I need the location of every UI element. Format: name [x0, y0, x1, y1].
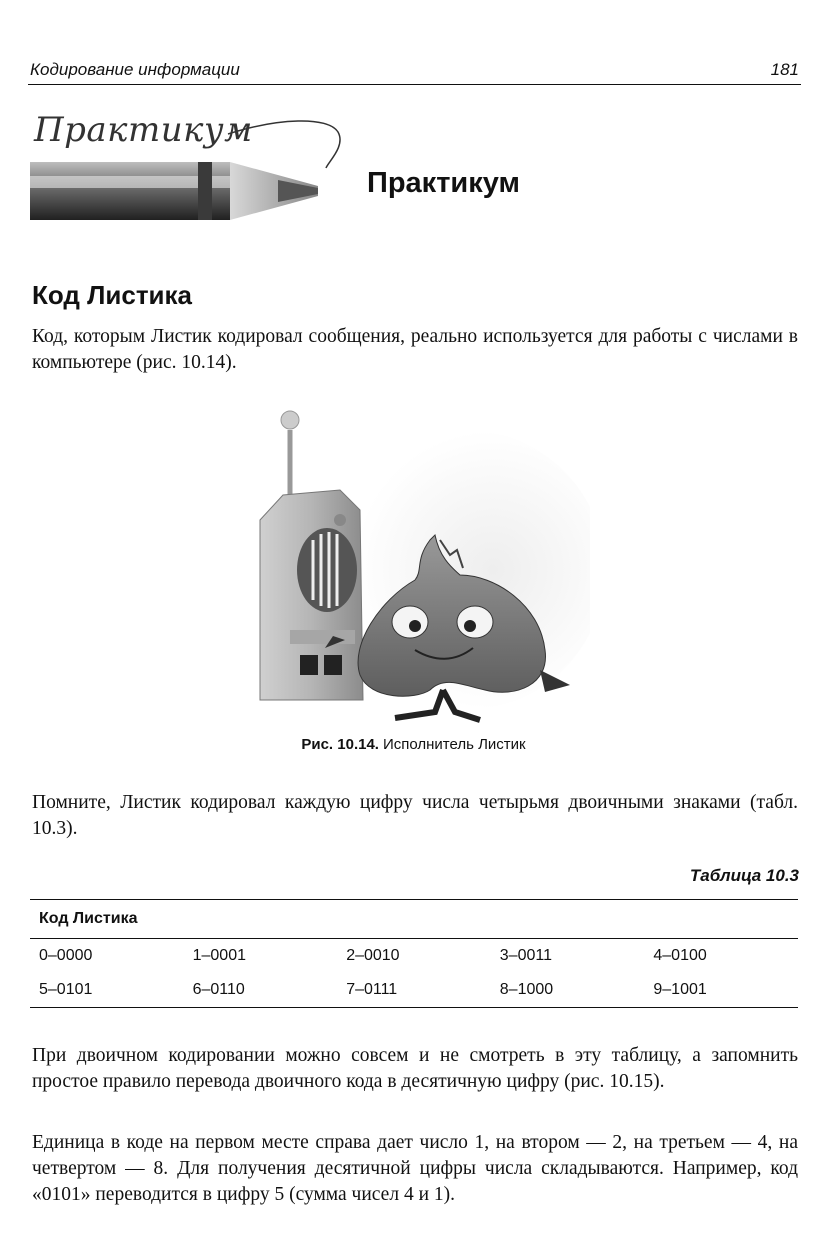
table-cell: 4–0100 — [653, 947, 707, 964]
running-header-title: Кодирование информации — [30, 60, 240, 79]
table-cell: 2–0010 — [346, 947, 400, 964]
table-row — [30, 939, 798, 974]
running-header — [28, 58, 801, 85]
section-heading: Код Листика — [32, 280, 193, 310]
paragraph-remember: Помните, Листик кодировал каждую цифру числа четырьмя двоичными знаками (табл. 10.3). — [32, 792, 798, 839]
paragraph-rule: При двоичном кодировании можно совсем и не смотреть в эту таблицу, а запомнить простое правило перевода двоичного кода в десятичную цифру (рис. 10.15). — [32, 1045, 798, 1092]
table-row — [30, 973, 798, 1008]
paragraph-intro: Код, которым Листик кодировал сообщения, реально используется для работы с числами в компьютере (рис. 10.14). — [32, 326, 798, 373]
table-cell: 1–0001 — [192, 947, 246, 964]
table-cell: 3–0011 — [499, 947, 552, 964]
chapter-heading: Практикум — [367, 167, 520, 199]
figure-listik — [245, 400, 590, 730]
page-number: 181 — [770, 60, 799, 79]
table-cell: 6–0110 — [184, 973, 338, 1008]
table-cell: 8–1000 — [491, 973, 645, 1008]
table-caption: Таблица 10.3 — [689, 866, 799, 885]
figure-caption-text: Исполнитель Листик — [382, 736, 526, 753]
table-cell: 9–1001 — [644, 973, 798, 1008]
table-header: Код Листика — [30, 900, 798, 939]
table-cell: 5–0101 — [30, 973, 184, 1008]
figure-caption — [0, 736, 827, 753]
table-cell: 7–0111 — [337, 973, 491, 1008]
paragraph-example: Единица в коде на первом месте справа дает число 1, на втором — 2, на третьем — 4, на четвертом — 8. Для получения десятичной цифры числа складываются. Например, код «0101» переводится в цифру 5 (сумма чисел 4 и 1). — [32, 1132, 798, 1205]
practicum-script-title: Практикум — [34, 110, 253, 150]
listik-illustration — [245, 400, 590, 730]
code-table — [30, 899, 798, 1008]
table-cell: 0–0000 — [39, 947, 93, 964]
figure-label: Рис. 10.14. — [301, 736, 379, 753]
practicum-banner — [28, 110, 358, 230]
